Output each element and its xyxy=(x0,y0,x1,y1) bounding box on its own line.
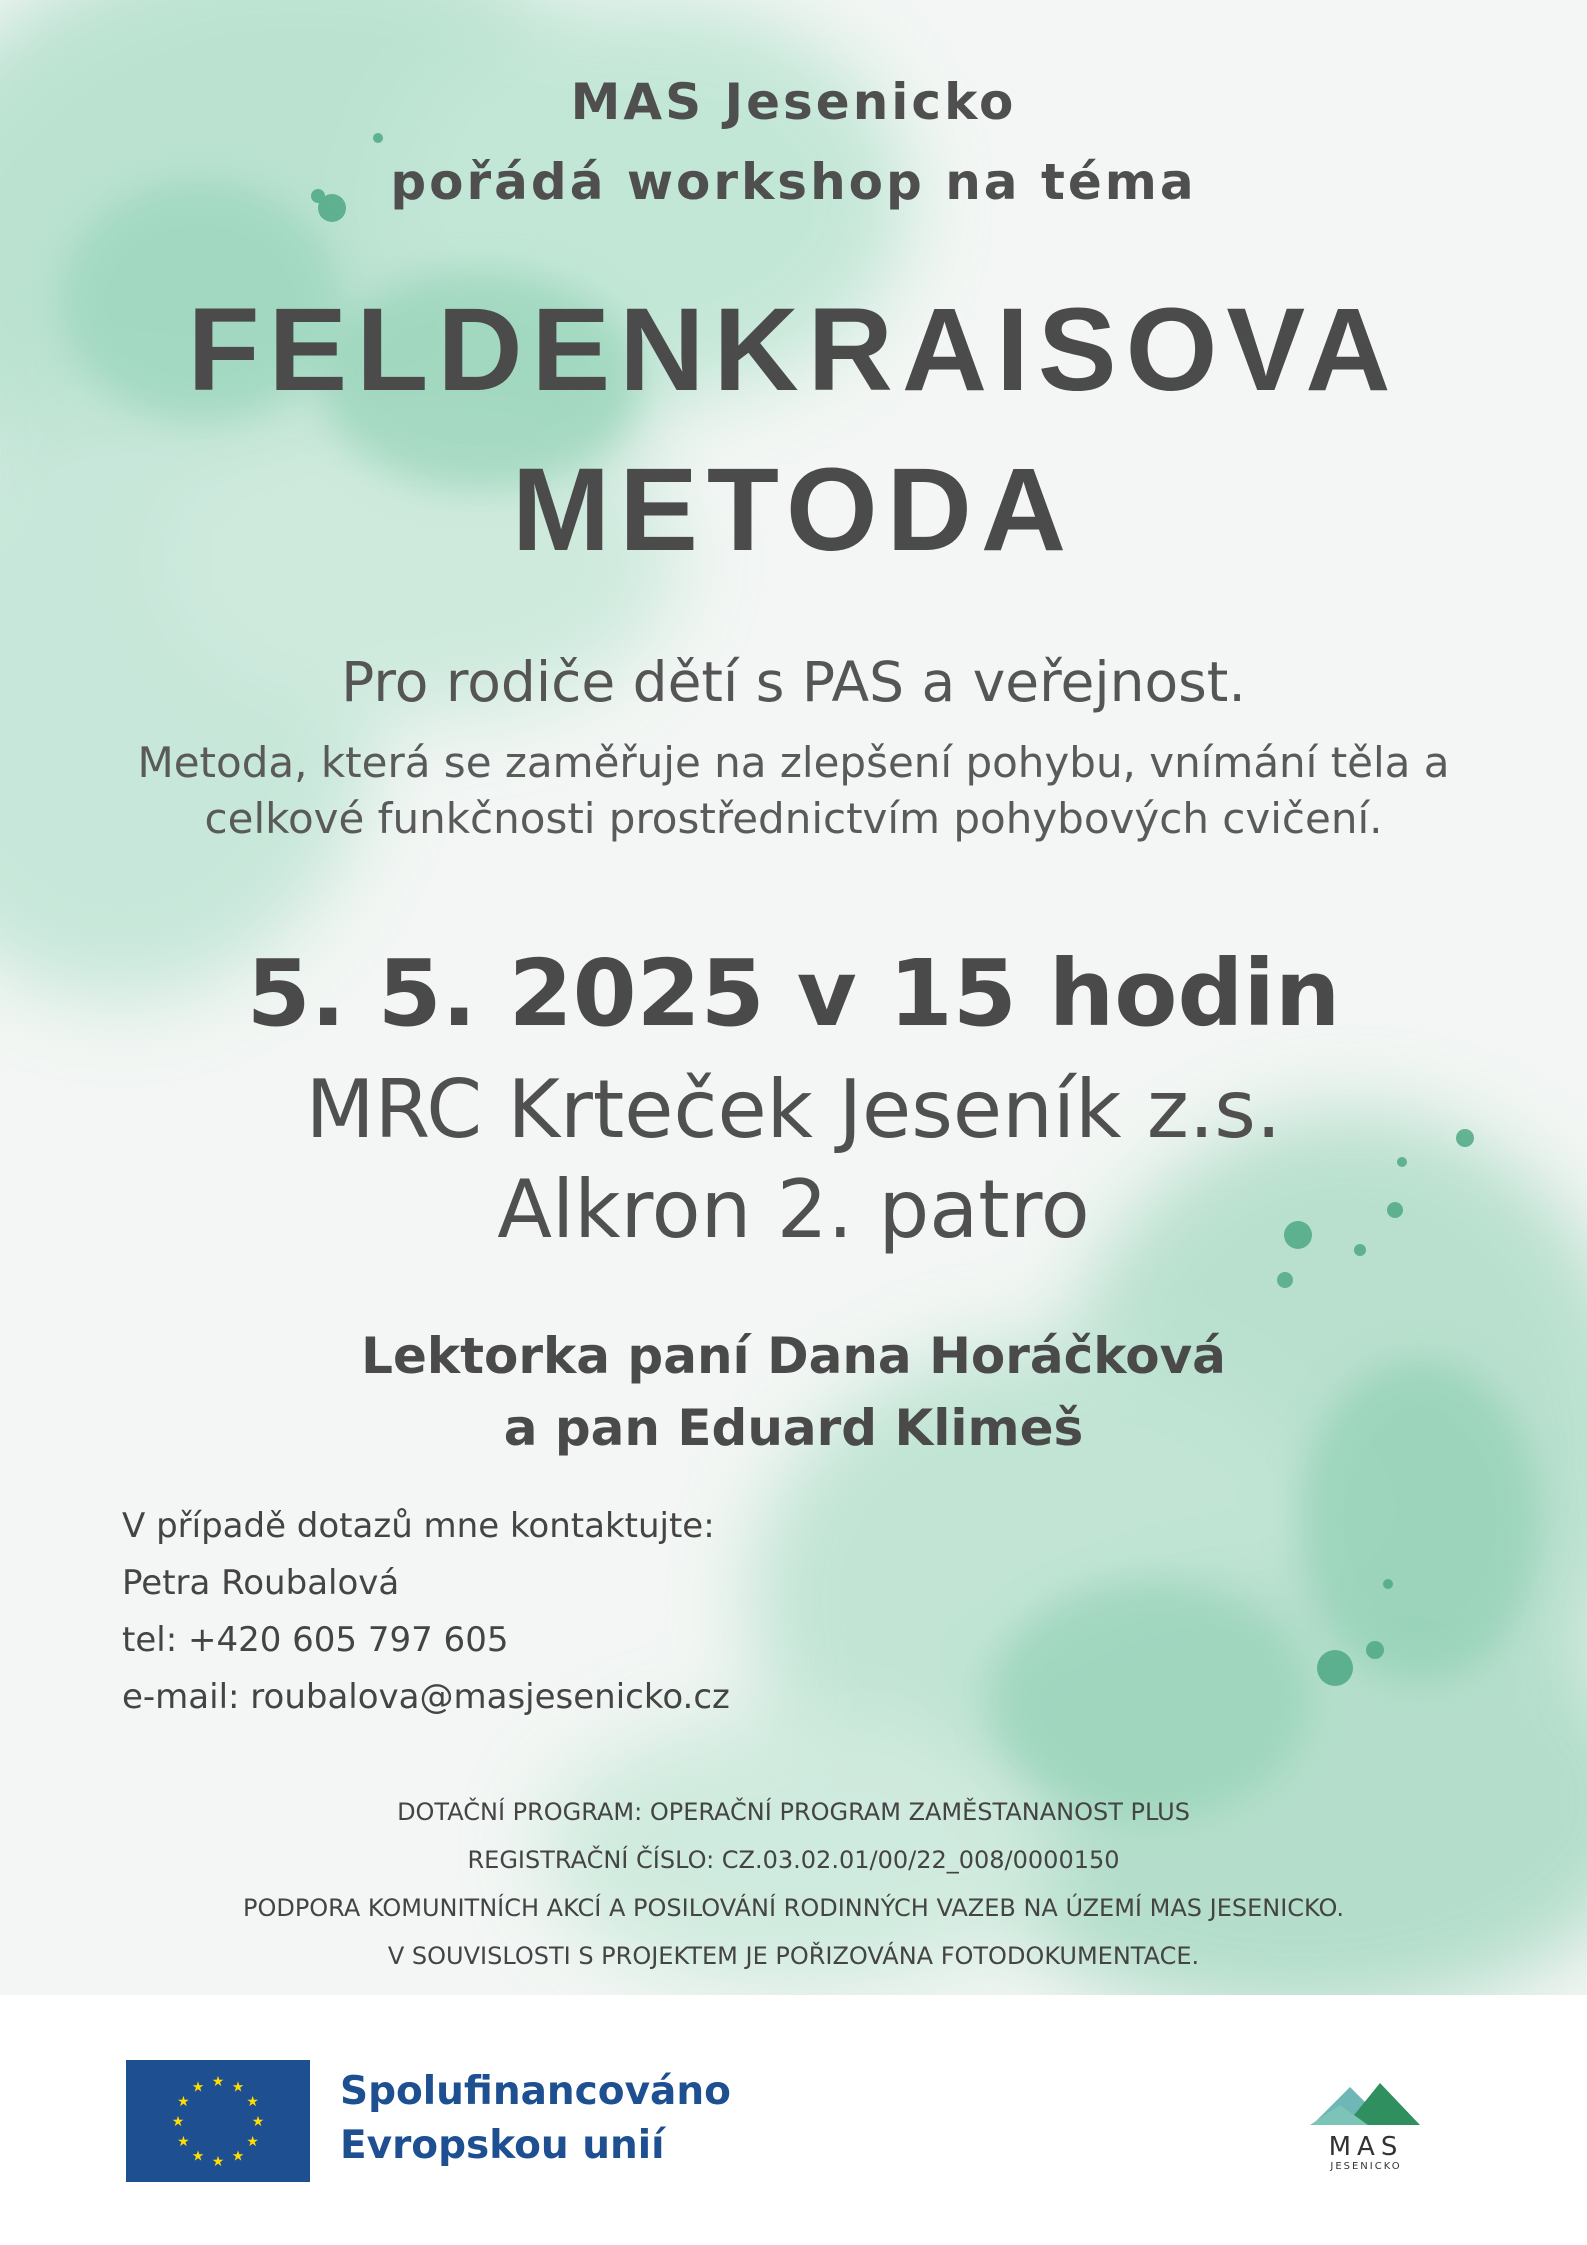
lecturers xyxy=(0,1320,1587,1464)
eu-star-icon: ★ xyxy=(211,2154,225,2170)
fine-print-line: V SOUVISLOSTI S PROJEKTEM JE POŘIZOVÁNA FOTODOKUMENTACE. xyxy=(387,1942,1200,1970)
eu-star-icon: ★ xyxy=(177,2134,190,2150)
mas-logo-sub: JESENICKO xyxy=(1330,2161,1402,2172)
mas-logo-word: MAS xyxy=(1328,2132,1404,2162)
contact-phone[interactable]: tel: +420 605 797 605 xyxy=(122,1620,509,1660)
eu-star-icon: ★ xyxy=(246,2134,259,2150)
event-venue xyxy=(0,1060,1587,1260)
organizer-name: MAS Jesenicko xyxy=(570,73,1017,131)
description xyxy=(0,735,1587,847)
eu-text-line-1: Spolufinancováno xyxy=(340,2069,731,2114)
title-line-1: FELDENKRAISOVA xyxy=(187,284,1400,416)
fine-print xyxy=(0,1788,1587,1980)
eu-star-icon: ★ xyxy=(191,2148,205,2165)
venue-line-1: MRC Krteček Jeseník z.s. xyxy=(305,1063,1282,1156)
description-line-1: Metoda, která se zaměřuje na zlepšení pohybu, vnímání těla a xyxy=(137,738,1450,787)
contact-intro: V případě dotazů mne kontaktujte: xyxy=(122,1506,715,1546)
fine-print-line: REGISTRAČNÍ ČÍSLO: CZ.03.02.01/00/22_008/0000150 xyxy=(467,1846,1120,1874)
eu-star-icon: ★ xyxy=(211,2074,225,2090)
eu-star-icon: ★ xyxy=(251,2114,265,2130)
fine-print-line: PODPORA KOMUNITNÍCH AKCÍ A POSILOVÁNÍ RODINNÝCH VAZEB NA ÚZEMÍ MAS JESENICKO. xyxy=(242,1894,1345,1922)
title-line-2: METODA xyxy=(511,444,1076,576)
footer xyxy=(0,1995,1587,2245)
fine-print-line: DOTAČNÍ PROGRAM: OPERAČNÍ PROGRAM ZAMĚSTANANOST PLUS xyxy=(397,1798,1190,1826)
eu-cofinancing-text xyxy=(340,2065,731,2173)
organizer-intro: pořádá workshop na téma xyxy=(390,153,1197,211)
mas-jesenicko-logo xyxy=(1310,2065,1422,2175)
audience-text: Pro rodiče dětí s PAS a veřejnost. xyxy=(341,650,1246,714)
eu-text-line-2: Evropskou unií xyxy=(340,2123,665,2168)
eu-star-icon: ★ xyxy=(177,2094,190,2110)
eu-star-icon: ★ xyxy=(231,2079,245,2096)
event-datetime: 5. 5. 2025 v 15 hodin xyxy=(246,940,1341,1047)
eu-star-icon: ★ xyxy=(171,2114,185,2130)
eu-star-icon: ★ xyxy=(231,2148,245,2165)
lecturers-line-1: Lektorka paní Dana Horáčková xyxy=(361,1327,1226,1385)
description-line-2: celkové funkčnosti prostřednictvím pohybových cvičení. xyxy=(204,794,1383,843)
eu-star-icon: ★ xyxy=(191,2079,205,2096)
contact-name: Petra Roubalová xyxy=(122,1563,400,1603)
lecturers-line-2: a pan Eduard Klimeš xyxy=(503,1399,1084,1457)
organizer-block xyxy=(0,62,1587,222)
contact-email[interactable]: e-mail: roubalova@masjesenicko.cz xyxy=(122,1677,730,1717)
venue-line-2: Alkron 2. patro xyxy=(497,1163,1090,1256)
eu-flag-icon xyxy=(126,2060,310,2182)
eu-star-icon: ★ xyxy=(246,2094,259,2110)
contact-block xyxy=(122,1498,730,1726)
